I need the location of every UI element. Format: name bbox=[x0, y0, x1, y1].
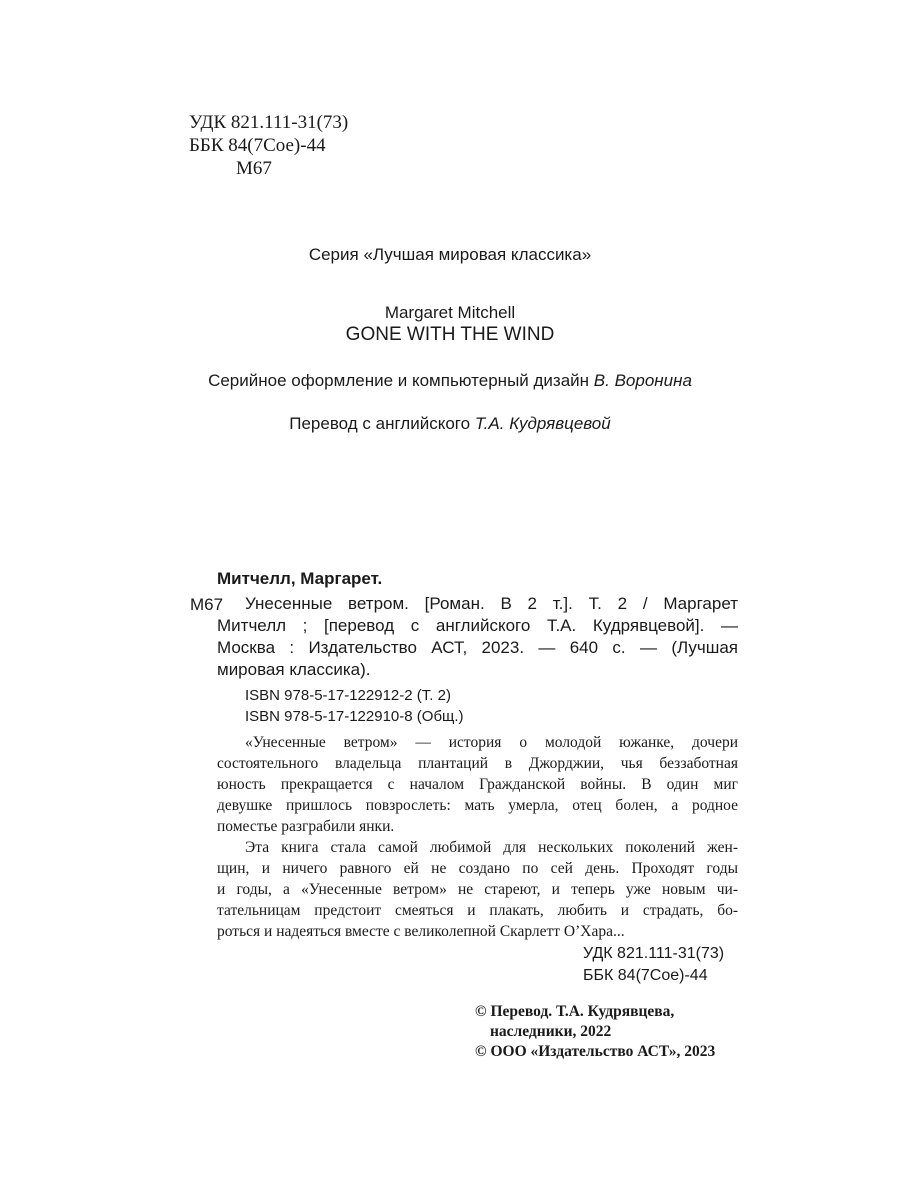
original-author: Margaret Mitchell bbox=[384, 303, 516, 322]
udk-code-top: УДК 821.111-31(73) bbox=[189, 112, 349, 133]
copyright-translation: © Перевод. Т.А. Кудрявцева, bbox=[475, 1003, 675, 1020]
translation-credit-text: Перевод с английского bbox=[289, 414, 471, 433]
design-credit bbox=[0, 369, 900, 392]
catalog-entry-cont bbox=[217, 615, 738, 681]
catalog-mark: М67 bbox=[190, 595, 224, 614]
design-credit-name: В. Воронина bbox=[593, 371, 692, 390]
author-mark-top: М67 bbox=[236, 158, 272, 179]
copyright-heirs: наследники, 2022 bbox=[490, 1023, 612, 1040]
series-line: Серия «Лучшая мировая классика» bbox=[308, 245, 592, 264]
design-credit-text: Серийное оформление и компьютерный дизайн bbox=[208, 371, 590, 390]
bbk-code-bottom: ББК 84(7Сое)-44 bbox=[583, 967, 708, 984]
copyright-publisher: © ООО «Издательство АСТ», 2023 bbox=[475, 1043, 716, 1060]
annotation-line: и годы, а «Унесенные ветром» не стареют, и теперь уже новым чи- bbox=[217, 881, 738, 898]
catalog-heading: Митчелл, Маргарет. bbox=[217, 569, 383, 588]
annotation-line: Эта книга стала самой любимой для нескольких поколений жен- bbox=[245, 839, 738, 856]
bbk-code-top: ББК 84(7Сое)-44 bbox=[189, 135, 326, 156]
catalog-entry-line: Унесенные ветром. [Роман. В 2 т.]. Т. 2 / Маргарет bbox=[245, 594, 738, 613]
translation-credit bbox=[0, 412, 900, 435]
catalog-entry-line: Москва : Издательство АСТ, 2023. — 640 с. — (Лучшая bbox=[217, 638, 738, 657]
annotation-line: поместье разграбили янки. bbox=[217, 818, 395, 835]
annotation-line: «Унесенные ветром» — история о молодой южанке, дочери bbox=[245, 734, 738, 751]
annotation-paragraph-2 bbox=[217, 837, 738, 942]
translation-credit-name: Т.А. Кудрявцевой bbox=[474, 414, 611, 433]
annotation-line: щин, и ничего равного ей не создано по сей день. Проходят годы bbox=[217, 860, 738, 877]
isbn-line-1: ISBN 978-5-17-122912-2 (Т. 2) bbox=[245, 687, 451, 704]
isbn-line-2: ISBN 978-5-17-122910-8 (Общ.) bbox=[245, 708, 464, 725]
annotation-line: девушке пришлось повзрослеть: мать умерла, отец болен, а родное bbox=[217, 797, 738, 814]
annotation-line: роться и надеяться вместе с великолепной Скарлетт О’Хара... bbox=[217, 923, 625, 940]
annotation-line: юность прекращается с началом Гражданской войны. В один миг bbox=[217, 776, 738, 793]
catalog-entry bbox=[245, 593, 738, 615]
catalog-entry-line: Митчелл ; [перевод с английского Т.А. Кудрявцевой]. — bbox=[217, 616, 738, 635]
catalog-entry-line: мировая классика). bbox=[217, 660, 371, 679]
udk-code-bottom: УДК 821.111-31(73) bbox=[583, 945, 725, 962]
annotation-line: тательницам предстоит смеяться и плакать, любить и страдать, бо- bbox=[217, 902, 738, 919]
annotation-paragraph-1 bbox=[217, 732, 738, 837]
original-title: GONE WITH THE WIND bbox=[345, 324, 555, 345]
annotation-line: состоятельного владельца плантаций в Джорджии, чья беззаботная bbox=[217, 755, 738, 772]
